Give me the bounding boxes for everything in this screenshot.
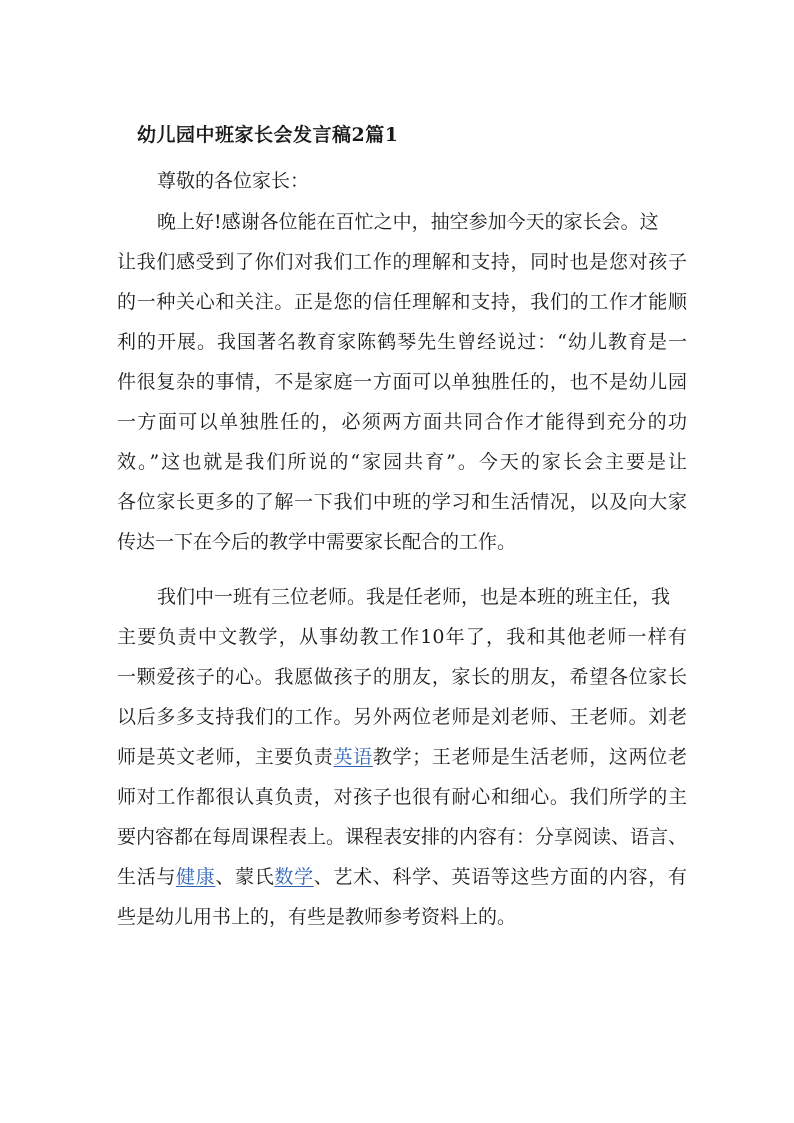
paragraph-teachers: [117, 577, 687, 937]
line-text: 、艺术、科学、英语等这些方面的内容，有: [313, 866, 687, 888]
line-text: 、蒙氏: [215, 866, 275, 888]
paragraph-line: 各位家长更多的了解一下我们中班的学习和生活情况，以及向大家: [117, 491, 687, 513]
salutation: 尊敬的各位家长：: [157, 170, 310, 192]
paragraph-line: 以后多多支持我们的工作。另外两位老师是刘老师、王老师。刘老: [117, 706, 687, 728]
paragraph-line: 件很复杂的事情，不是家庭一方面可以单独胜任的，也不是幼儿园: [117, 371, 687, 393]
paragraph-line: 利的开展。我国著名教育家陈鹤琴先生曾经说过：“幼儿教育是一: [117, 331, 687, 353]
link-english[interactable]: 英语: [333, 746, 373, 768]
paragraph-line: 一方面可以单独胜任的，必须两方面共同合作才能得到充分的功: [117, 411, 687, 433]
paragraph-line: 一颗爱孩子的心。我愿做孩子的朋友，家长的朋友，希望各位家长: [117, 666, 687, 688]
paragraph-line: [117, 857, 687, 897]
paragraph-line: 的一种关心和关注。正是您的信任理解和支持，我们的工作才能顺: [117, 291, 687, 313]
paragraph-line: 让我们感受到了你们对我们工作的理解和支持，同时也是您对孩子: [117, 251, 687, 273]
paragraph-greeting: [117, 202, 687, 562]
paragraph-line: 主要负责中文教学，从事幼教工作10年了，我和其他老师一样有: [117, 626, 687, 648]
paragraph-line: 晚上好!感谢各位能在百忙之中，抽空参加今天的家长会。这: [157, 211, 659, 233]
paragraph-line: 要内容都在每周课程表上。课程表安排的内容有：分享阅读、语言、: [117, 826, 688, 848]
link-health[interactable]: 健康: [176, 866, 216, 888]
paragraph-line: 效。”这也就是我们所说的“家园共育”。今天的家长会主要是让: [117, 451, 687, 473]
line-text: 生活与: [117, 866, 177, 888]
link-math[interactable]: 数学: [274, 866, 314, 888]
paragraph-line: 师对工作都很认真负责，对孩子也很有耐心和细心。我们所学的主: [117, 786, 687, 808]
paragraph-line: 传达一下在今后的教学中需要家长配合的工作。: [117, 531, 517, 553]
line-text: 师是英文老师，主要负责: [117, 746, 334, 768]
line-text: 教学；王老师是生活老师，这两位老: [372, 746, 687, 768]
paragraph-line: [117, 737, 687, 777]
paragraph-line: 些是幼儿用书上的，有些是教师参考资料上的。: [117, 906, 517, 928]
document-title: 幼儿园中班家长会发言稿2篇1: [137, 124, 399, 146]
paragraph-line: 我们中一班有三位老师。我是任老师，也是本班的班主任，我: [157, 586, 671, 608]
